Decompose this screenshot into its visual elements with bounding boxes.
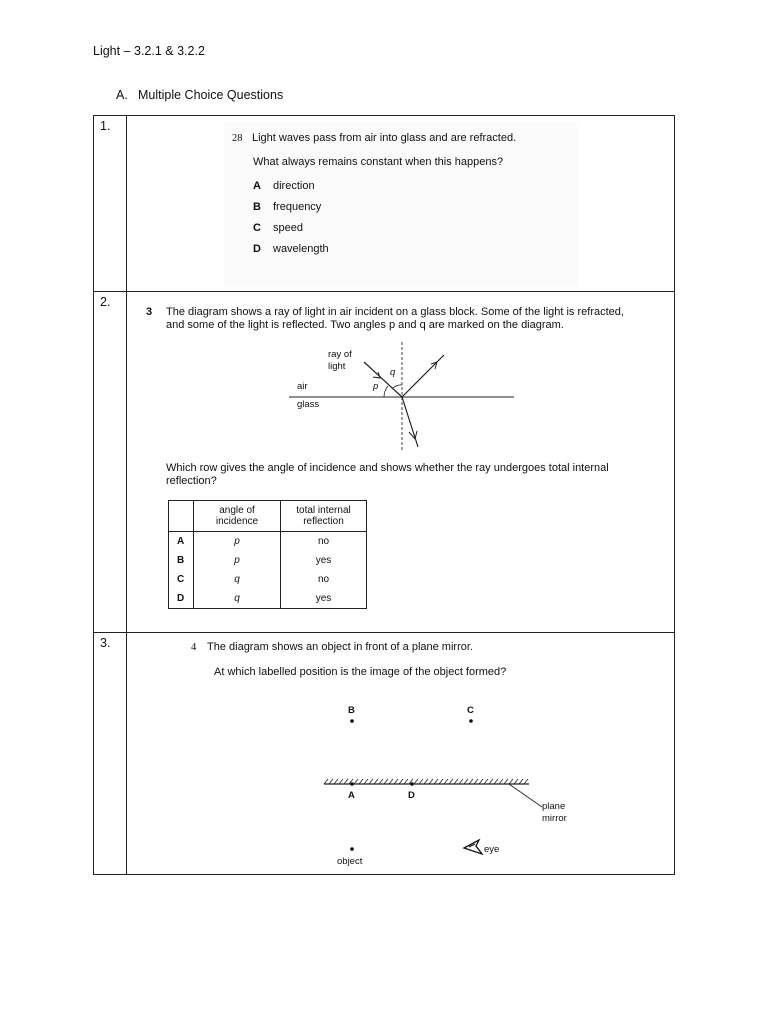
ray-label-line-2: light [328, 361, 346, 372]
questions-table [93, 115, 675, 875]
plane-mirror-label-line-1: plane [542, 801, 566, 812]
question-2-prompt-line-2: reflection? [166, 475, 217, 487]
question-1-stem [232, 132, 516, 144]
option-a: A direction [253, 180, 315, 192]
question-number: 28 [232, 133, 243, 144]
object-label: object [337, 856, 363, 867]
question-3-stem: 4 The diagram shows an object in front of a plane mirror. [191, 641, 473, 653]
row-number: 2. [100, 295, 111, 309]
question-row-2 [94, 291, 674, 633]
position-a-label: A [348, 790, 355, 801]
table-row: D q yes [169, 589, 367, 609]
number-cell [94, 633, 127, 875]
eye-label: eye [484, 844, 500, 855]
stem-text: Light waves pass from air into glass and are refracted. [252, 132, 517, 144]
option-c: C speed [253, 222, 303, 234]
plane-mirror-label-line-2: mirror [542, 813, 567, 824]
question-3-prompt: At which labelled position is the image of the object formed? [214, 666, 507, 678]
section-heading [116, 88, 283, 102]
option-d: D wavelength [253, 243, 329, 255]
question-row-1 [94, 116, 674, 291]
section-letter: A. [116, 88, 128, 102]
plane-mirror-diagram [314, 688, 594, 868]
question-2-prompt-line-1: Which row gives the angle of incidence and shows whether the ray undergoes total internal [166, 462, 609, 474]
position-d-label: D [408, 790, 415, 801]
header-total-internal-reflection: total internal reflection [281, 501, 367, 532]
eye-icon [464, 840, 482, 854]
position-b-label: B [348, 705, 355, 716]
number-cell [94, 116, 127, 291]
question-2-stem-line-1: 3 The diagram shows a ray of light in air incident on a glass block. Some of the light is refracted, [146, 306, 624, 318]
header-angle-of-incidence: angle of incidence [194, 501, 281, 532]
number-cell [94, 292, 127, 633]
table-header-row [169, 501, 367, 532]
question-number: 3 [146, 306, 153, 318]
angle-q-label: q [390, 367, 396, 378]
row-number: 3. [100, 636, 111, 650]
refraction-diagram [284, 342, 524, 457]
section-title: Multiple Choice Questions [138, 88, 284, 102]
option-b: B frequency [253, 201, 322, 213]
table-row: C q no [169, 570, 367, 589]
table-row: B p yes [169, 551, 367, 570]
question-number: 4 [191, 642, 197, 653]
ray-label-line-1: ray of [328, 349, 352, 360]
air-label: air [297, 381, 308, 392]
row-number: 1. [100, 119, 111, 133]
question-2-stem-line-2: and some of the light is reflected. Two angles p and q are marked on the diagram. [166, 319, 564, 331]
question-row-3 [94, 632, 674, 875]
angle-p-label: p [373, 381, 379, 392]
glass-label: glass [297, 399, 320, 410]
answer-table [168, 500, 367, 609]
question-1-prompt: What always remains constant when this happens? [253, 156, 504, 168]
position-c-label: C [467, 705, 474, 716]
document-title: Light – 3.2.1 & 3.2.2 [93, 44, 205, 58]
table-row: A p no [169, 532, 367, 552]
